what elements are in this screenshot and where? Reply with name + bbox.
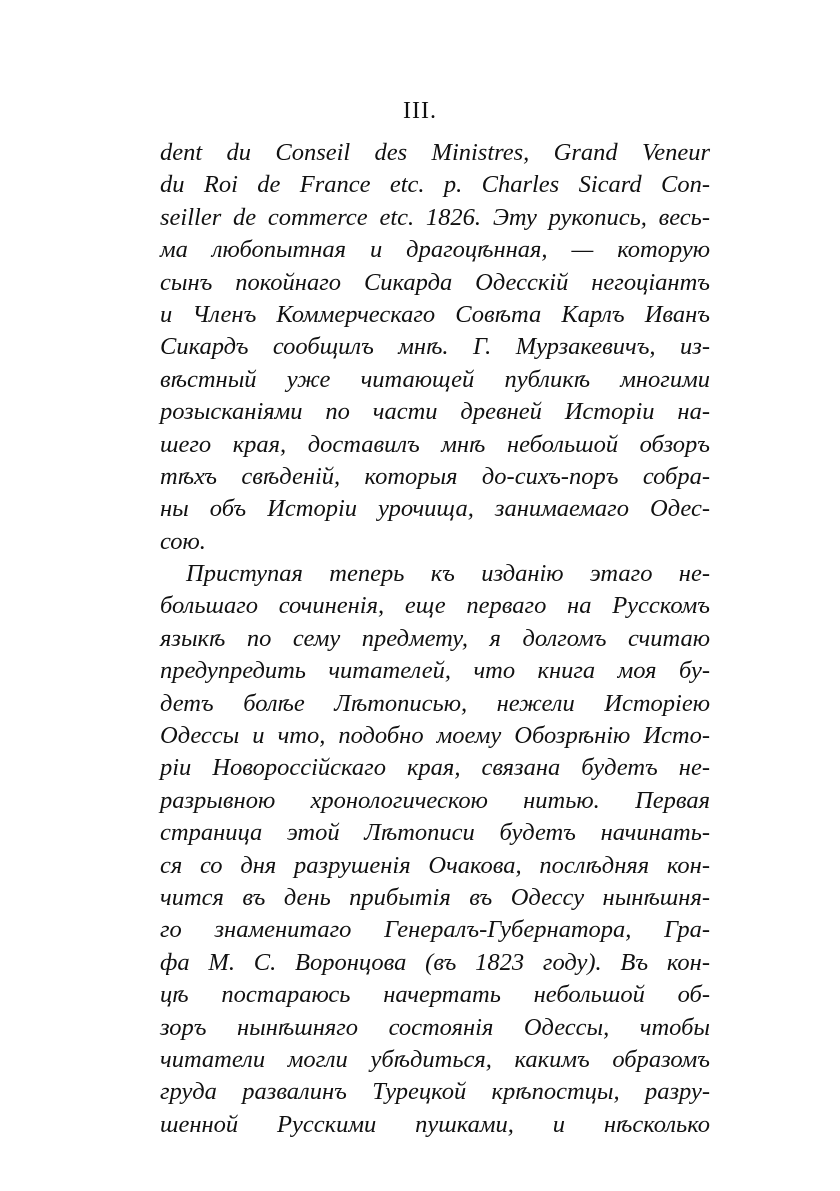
text-line: шенной Русскими пушками, и нѣсколько <box>160 1110 710 1138</box>
text-line: seiller de commerce etc. 1826. Эту рукопись, весь- <box>160 203 710 231</box>
text-line: ріи Новороссійскаго края, связана будетъ не- <box>160 754 710 782</box>
paragraph-1 <box>160 137 710 558</box>
text-line: страница этой Лѣтописи будетъ начинать- <box>160 819 710 847</box>
text-line: цѣ постараюсь начертать небольшой об- <box>160 981 710 1009</box>
text-line: Сикардъ сообщилъ мнѣ. Г. Мурзакевичъ, из- <box>160 333 710 361</box>
text-line: ма любопытная и драгоцѣнная, — которую <box>160 236 710 264</box>
text-line: ся со дня разрушенія Очакова, послѣдняя кон- <box>160 851 710 879</box>
paragraph-2 <box>160 558 710 1141</box>
text-line: груда развалинъ Турецкой крѣпостцы, разру- <box>160 1078 710 1106</box>
text-line: сынъ покойнаго Сикарда Одесскій негоціантъ <box>160 268 710 296</box>
text-line: разрывною хронологическою нитью. Первая <box>160 786 710 814</box>
text-line: зоръ нынѣшняго состоянія Одессы, чтобы <box>160 1013 710 1041</box>
text-line: и Членъ Коммерческаго Совѣта Карлъ Иванъ <box>160 300 710 328</box>
text-line: предупредить читателей, что книга моя бу- <box>160 657 710 685</box>
page-number: III. <box>403 98 437 124</box>
text-line: большаго сочиненія, еще перваго на Русскомъ <box>160 592 710 620</box>
body-text <box>160 137 710 1141</box>
text-line: фа М. С. Воронцова (въ 1823 году). Въ кон- <box>160 948 710 976</box>
text-line: dent du Conseil des Ministres, Grand Veneur <box>160 139 710 166</box>
text-line: du Roi de France etc. p. Charles Sicard Con- <box>160 171 710 199</box>
text-line: сою. <box>160 527 206 555</box>
text-line: го знаменитаго Генералъ-Губернатора, Гра- <box>160 916 710 944</box>
text-line: тѣхъ свѣденій, которыя до-сихъ-поръ собра- <box>160 462 710 490</box>
text-line: читатели могли убѣдиться, какимъ образомъ <box>160 1045 710 1073</box>
text-line: вѣстный уже читающей публикѣ многими <box>160 365 710 393</box>
text-line: Одессы и что, подобно моему Обозрѣнію Исто- <box>160 722 710 750</box>
text-line: Приступая теперь къ изданію этаго не- <box>186 560 710 588</box>
text-line: чится въ день прибытія въ Одессу нынѣшня- <box>160 883 710 911</box>
text-line: языкѣ по сему предмету, я долгомъ считаю <box>160 624 710 652</box>
text-line: детъ болѣе Лѣтописью, нежели Исторіею <box>160 689 710 717</box>
text-line: шего края, доставилъ мнѣ небольшой обзоръ <box>160 430 710 458</box>
text-line: ны объ Исторіи урочища, занимаемаго Одес- <box>160 495 710 523</box>
text-line: розысканіями по части древней Исторіи на- <box>160 398 710 426</box>
